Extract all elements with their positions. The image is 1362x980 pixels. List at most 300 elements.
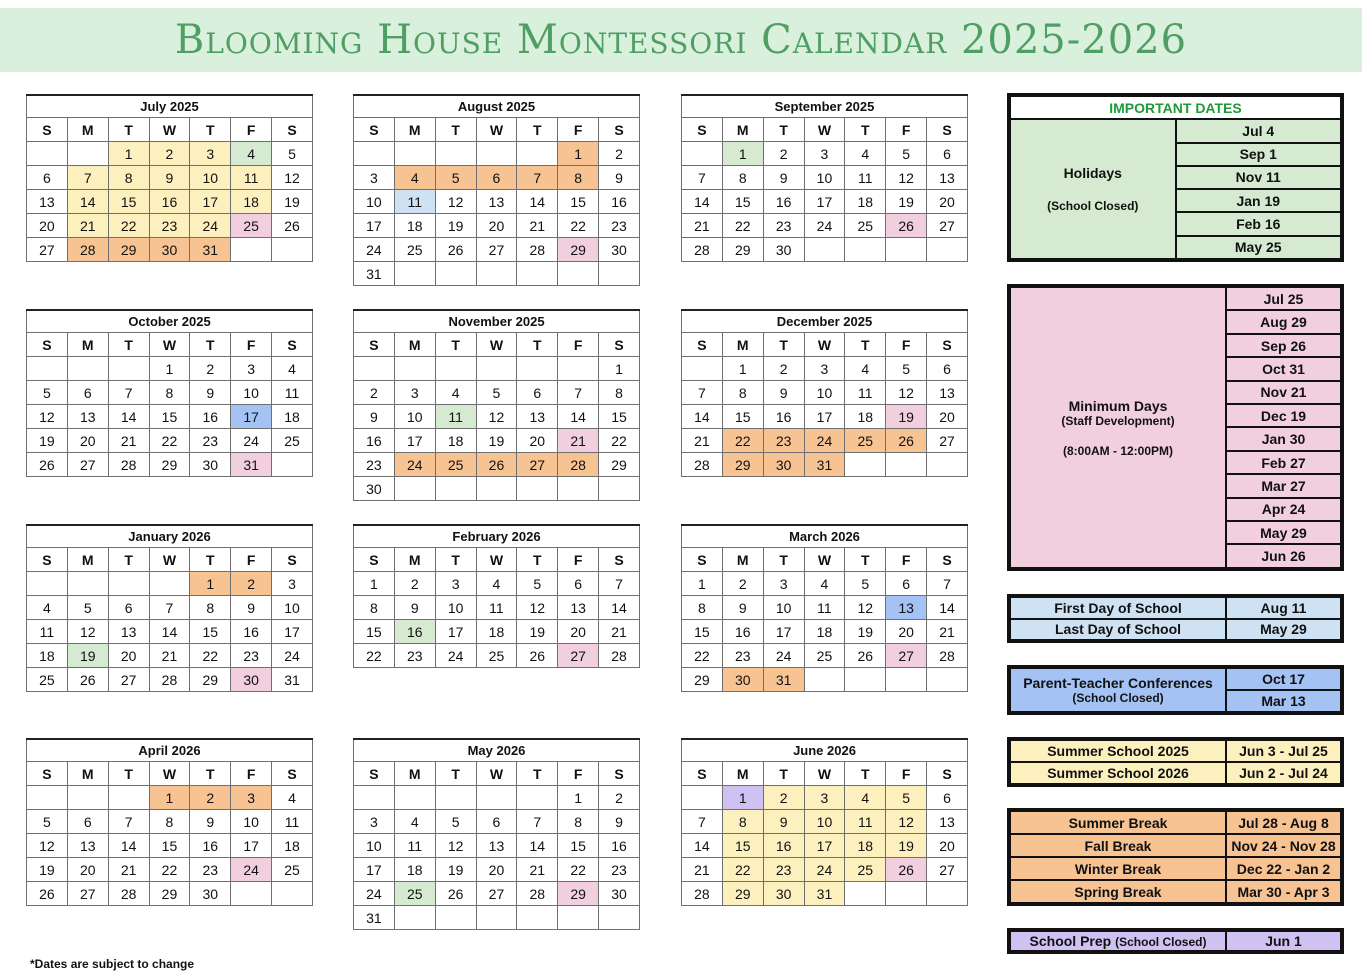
weekday-header: M bbox=[67, 548, 108, 572]
day-cell bbox=[845, 238, 886, 262]
weekday-header: F bbox=[558, 548, 599, 572]
day-cell: 24 bbox=[804, 858, 845, 882]
school-prep-block bbox=[1007, 928, 1344, 954]
day-cell bbox=[804, 668, 845, 692]
day-cell bbox=[476, 262, 517, 286]
day-cell: 3 bbox=[354, 810, 395, 834]
day-cell: 21 bbox=[108, 429, 149, 453]
last-day-label: Last Day of School bbox=[1010, 619, 1226, 641]
day-cell: 16 bbox=[722, 620, 763, 644]
day-cell bbox=[435, 906, 476, 930]
weekday-header: F bbox=[231, 762, 272, 786]
day-cell: 30 bbox=[190, 453, 231, 477]
minimum-day-date: Jul 25 bbox=[1226, 287, 1341, 310]
day-cell: 13 bbox=[886, 596, 927, 620]
day-cell: 14 bbox=[927, 596, 968, 620]
day-cell: 13 bbox=[517, 405, 558, 429]
day-cell: 18 bbox=[394, 858, 435, 882]
day-cell: 14 bbox=[67, 190, 108, 214]
break-label: Summer Break bbox=[1010, 811, 1226, 834]
day-cell: 24 bbox=[354, 238, 395, 262]
day-cell: 4 bbox=[231, 142, 272, 166]
day-cell: 8 bbox=[722, 810, 763, 834]
month-title: March 2026 bbox=[682, 525, 968, 548]
weekday-header: M bbox=[394, 118, 435, 142]
day-cell: 17 bbox=[804, 834, 845, 858]
day-cell: 7 bbox=[517, 166, 558, 190]
day-cell: 16 bbox=[599, 834, 640, 858]
weekday-header: T bbox=[190, 548, 231, 572]
day-cell bbox=[886, 668, 927, 692]
day-cell: 26 bbox=[476, 453, 517, 477]
day-cell: 13 bbox=[927, 810, 968, 834]
day-cell: 29 bbox=[190, 668, 231, 692]
day-cell: 8 bbox=[558, 166, 599, 190]
day-cell: 6 bbox=[927, 357, 968, 381]
day-cell: 26 bbox=[886, 429, 927, 453]
day-cell bbox=[67, 142, 108, 166]
day-cell: 9 bbox=[190, 810, 231, 834]
day-cell: 16 bbox=[763, 834, 804, 858]
day-cell: 17 bbox=[190, 190, 231, 214]
day-cell: 1 bbox=[682, 572, 723, 596]
day-cell: 2 bbox=[763, 142, 804, 166]
day-cell: 1 bbox=[190, 572, 231, 596]
weekday-header: S bbox=[27, 762, 68, 786]
day-cell: 17 bbox=[804, 405, 845, 429]
day-cell: 29 bbox=[599, 453, 640, 477]
day-cell bbox=[354, 357, 395, 381]
day-cell: 2 bbox=[190, 786, 231, 810]
day-cell bbox=[108, 572, 149, 596]
month-calendar bbox=[26, 94, 313, 262]
day-cell: 7 bbox=[149, 596, 190, 620]
minimum-days-block bbox=[1007, 284, 1344, 571]
day-cell: 5 bbox=[435, 810, 476, 834]
weekday-header: S bbox=[272, 118, 313, 142]
day-cell: 22 bbox=[599, 429, 640, 453]
day-cell: 23 bbox=[394, 644, 435, 668]
day-cell: 11 bbox=[394, 190, 435, 214]
break-date: Mar 30 - Apr 3 bbox=[1226, 880, 1341, 903]
day-cell: 5 bbox=[517, 572, 558, 596]
day-cell: 29 bbox=[149, 882, 190, 906]
weekday-header: T bbox=[435, 548, 476, 572]
day-cell: 7 bbox=[67, 166, 108, 190]
weekday-header: W bbox=[476, 333, 517, 357]
day-cell: 7 bbox=[108, 381, 149, 405]
minimum-day-date: Jun 26 bbox=[1226, 544, 1341, 568]
minimum-day-date: Oct 31 bbox=[1226, 357, 1341, 380]
day-cell: 20 bbox=[886, 620, 927, 644]
day-cell: 16 bbox=[354, 429, 395, 453]
conference-date: Mar 13 bbox=[1226, 690, 1341, 712]
day-cell: 12 bbox=[272, 166, 313, 190]
day-cell: 10 bbox=[394, 405, 435, 429]
day-cell: 18 bbox=[845, 190, 886, 214]
day-cell: 2 bbox=[763, 357, 804, 381]
month-calendar bbox=[353, 738, 640, 930]
day-cell: 6 bbox=[558, 572, 599, 596]
day-cell: 22 bbox=[190, 644, 231, 668]
day-cell: 19 bbox=[435, 858, 476, 882]
day-cell: 6 bbox=[886, 572, 927, 596]
weekday-header: W bbox=[476, 118, 517, 142]
weekday-header: W bbox=[804, 118, 845, 142]
day-cell: 19 bbox=[476, 429, 517, 453]
first-day-date: Aug 11 bbox=[1226, 597, 1341, 619]
day-cell: 30 bbox=[354, 477, 395, 501]
weekday-header: S bbox=[927, 118, 968, 142]
holidays-label: Holidays (School Closed) bbox=[1010, 119, 1176, 259]
day-cell: 26 bbox=[27, 453, 68, 477]
day-cell: 24 bbox=[190, 214, 231, 238]
weekday-header: F bbox=[886, 333, 927, 357]
day-cell: 26 bbox=[67, 668, 108, 692]
weekday-header: T bbox=[108, 118, 149, 142]
day-cell: 19 bbox=[27, 858, 68, 882]
day-cell: 22 bbox=[722, 858, 763, 882]
day-cell: 30 bbox=[599, 882, 640, 906]
day-cell bbox=[599, 262, 640, 286]
day-cell: 29 bbox=[108, 238, 149, 262]
month-title: May 2026 bbox=[354, 739, 640, 762]
day-cell: 5 bbox=[27, 381, 68, 405]
day-cell bbox=[394, 477, 435, 501]
day-cell: 9 bbox=[231, 596, 272, 620]
day-cell: 9 bbox=[763, 381, 804, 405]
day-cell: 2 bbox=[190, 357, 231, 381]
day-cell: 21 bbox=[558, 429, 599, 453]
day-cell: 8 bbox=[354, 596, 395, 620]
day-cell bbox=[435, 142, 476, 166]
day-cell: 27 bbox=[67, 453, 108, 477]
month-title: August 2025 bbox=[354, 95, 640, 118]
minimum-day-date: Nov 21 bbox=[1226, 381, 1341, 404]
weekday-header: W bbox=[149, 118, 190, 142]
weekday-header: W bbox=[476, 762, 517, 786]
day-cell: 27 bbox=[886, 644, 927, 668]
day-cell: 4 bbox=[394, 166, 435, 190]
day-cell bbox=[231, 238, 272, 262]
day-cell: 12 bbox=[476, 405, 517, 429]
day-cell: 23 bbox=[599, 214, 640, 238]
day-cell bbox=[27, 786, 68, 810]
day-cell: 31 bbox=[231, 453, 272, 477]
day-cell: 17 bbox=[231, 405, 272, 429]
day-cell: 3 bbox=[763, 572, 804, 596]
day-cell: 11 bbox=[394, 834, 435, 858]
day-cell: 23 bbox=[190, 429, 231, 453]
day-cell: 3 bbox=[804, 786, 845, 810]
summer-school-block bbox=[1007, 737, 1344, 787]
minimum-day-date: Sep 26 bbox=[1226, 334, 1341, 357]
day-cell: 14 bbox=[108, 834, 149, 858]
day-cell: 19 bbox=[272, 190, 313, 214]
weekday-header: F bbox=[558, 118, 599, 142]
day-cell: 22 bbox=[149, 429, 190, 453]
weekday-header: S bbox=[599, 333, 640, 357]
day-cell: 15 bbox=[558, 834, 599, 858]
day-cell: 27 bbox=[476, 882, 517, 906]
school-days-block bbox=[1007, 594, 1344, 643]
day-cell: 6 bbox=[108, 596, 149, 620]
day-cell: 10 bbox=[804, 166, 845, 190]
summer-school-date: Jun 2 - Jul 24 bbox=[1226, 762, 1341, 784]
weekday-header: W bbox=[804, 762, 845, 786]
day-cell: 30 bbox=[599, 238, 640, 262]
day-cell: 27 bbox=[517, 453, 558, 477]
day-cell: 10 bbox=[435, 596, 476, 620]
month-title: November 2025 bbox=[354, 310, 640, 333]
day-cell: 10 bbox=[231, 381, 272, 405]
day-cell: 6 bbox=[67, 381, 108, 405]
day-cell: 7 bbox=[927, 572, 968, 596]
day-cell: 22 bbox=[558, 214, 599, 238]
day-cell: 12 bbox=[845, 596, 886, 620]
weekday-header: W bbox=[149, 333, 190, 357]
weekday-header: S bbox=[599, 118, 640, 142]
day-cell: 22 bbox=[722, 214, 763, 238]
day-cell: 15 bbox=[149, 834, 190, 858]
day-cell bbox=[886, 882, 927, 906]
summer-school-date: Jun 3 - Jul 25 bbox=[1226, 740, 1341, 762]
weekday-header: T bbox=[763, 548, 804, 572]
day-cell: 31 bbox=[354, 262, 395, 286]
day-cell: 9 bbox=[394, 596, 435, 620]
day-cell bbox=[272, 453, 313, 477]
day-cell: 23 bbox=[149, 214, 190, 238]
weekday-header: T bbox=[108, 333, 149, 357]
day-cell: 9 bbox=[354, 405, 395, 429]
day-cell: 20 bbox=[67, 858, 108, 882]
day-cell: 8 bbox=[558, 810, 599, 834]
day-cell: 1 bbox=[558, 142, 599, 166]
month-title: February 2026 bbox=[354, 525, 640, 548]
day-cell: 21 bbox=[149, 644, 190, 668]
day-cell: 27 bbox=[927, 858, 968, 882]
day-cell: 16 bbox=[763, 190, 804, 214]
day-cell bbox=[558, 262, 599, 286]
day-cell: 8 bbox=[149, 810, 190, 834]
day-cell: 14 bbox=[599, 596, 640, 620]
weekday-header: F bbox=[231, 118, 272, 142]
day-cell bbox=[927, 882, 968, 906]
day-cell bbox=[558, 906, 599, 930]
day-cell: 22 bbox=[682, 644, 723, 668]
day-cell bbox=[394, 906, 435, 930]
day-cell: 10 bbox=[804, 381, 845, 405]
holidays-block bbox=[1007, 93, 1344, 262]
day-cell: 9 bbox=[763, 810, 804, 834]
day-cell: 25 bbox=[394, 238, 435, 262]
day-cell: 8 bbox=[190, 596, 231, 620]
day-cell bbox=[682, 142, 723, 166]
weekday-header: T bbox=[108, 548, 149, 572]
day-cell: 4 bbox=[804, 572, 845, 596]
weekday-header: T bbox=[108, 762, 149, 786]
weekday-header: S bbox=[927, 333, 968, 357]
day-cell: 2 bbox=[722, 572, 763, 596]
day-cell bbox=[558, 477, 599, 501]
day-cell: 16 bbox=[190, 405, 231, 429]
day-cell: 11 bbox=[804, 596, 845, 620]
day-cell: 13 bbox=[927, 166, 968, 190]
day-cell: 20 bbox=[27, 214, 68, 238]
day-cell: 11 bbox=[27, 620, 68, 644]
minimum-day-date: Dec 19 bbox=[1226, 404, 1341, 427]
weekday-header: S bbox=[27, 118, 68, 142]
day-cell: 17 bbox=[435, 620, 476, 644]
day-cell bbox=[517, 786, 558, 810]
day-cell: 25 bbox=[272, 429, 313, 453]
day-cell: 18 bbox=[435, 429, 476, 453]
day-cell: 6 bbox=[927, 786, 968, 810]
day-cell: 2 bbox=[354, 381, 395, 405]
day-cell: 25 bbox=[435, 453, 476, 477]
weekday-header: T bbox=[435, 762, 476, 786]
holiday-date: May 25 bbox=[1176, 236, 1342, 259]
weekday-header: S bbox=[272, 548, 313, 572]
day-cell: 1 bbox=[149, 357, 190, 381]
weekday-header: S bbox=[272, 762, 313, 786]
day-cell: 1 bbox=[354, 572, 395, 596]
day-cell: 30 bbox=[722, 668, 763, 692]
day-cell: 8 bbox=[722, 381, 763, 405]
day-cell: 13 bbox=[108, 620, 149, 644]
day-cell: 19 bbox=[27, 429, 68, 453]
day-cell: 10 bbox=[190, 166, 231, 190]
day-cell: 8 bbox=[599, 381, 640, 405]
day-cell: 14 bbox=[108, 405, 149, 429]
day-cell: 30 bbox=[763, 882, 804, 906]
day-cell: 27 bbox=[27, 238, 68, 262]
weekday-header: S bbox=[599, 762, 640, 786]
day-cell: 25 bbox=[272, 858, 313, 882]
day-cell: 18 bbox=[845, 834, 886, 858]
day-cell: 18 bbox=[394, 214, 435, 238]
day-cell: 18 bbox=[272, 405, 313, 429]
day-cell: 5 bbox=[435, 166, 476, 190]
day-cell: 15 bbox=[108, 190, 149, 214]
day-cell: 27 bbox=[927, 214, 968, 238]
weekday-header: W bbox=[149, 762, 190, 786]
day-cell: 26 bbox=[435, 238, 476, 262]
day-cell bbox=[558, 357, 599, 381]
weekday-header: T bbox=[763, 333, 804, 357]
day-cell: 3 bbox=[190, 142, 231, 166]
holiday-date: Jul 4 bbox=[1176, 119, 1342, 142]
day-cell: 17 bbox=[763, 620, 804, 644]
day-cell: 31 bbox=[763, 668, 804, 692]
day-cell: 25 bbox=[804, 644, 845, 668]
day-cell: 31 bbox=[272, 668, 313, 692]
weekday-header: S bbox=[682, 548, 723, 572]
weekday-header: F bbox=[231, 333, 272, 357]
day-cell: 11 bbox=[476, 596, 517, 620]
day-cell: 4 bbox=[435, 381, 476, 405]
day-cell: 2 bbox=[599, 786, 640, 810]
day-cell: 20 bbox=[927, 834, 968, 858]
weekday-header: T bbox=[190, 762, 231, 786]
day-cell bbox=[845, 668, 886, 692]
day-cell: 31 bbox=[804, 453, 845, 477]
minimum-day-date: Jan 30 bbox=[1226, 427, 1341, 450]
day-cell: 20 bbox=[476, 858, 517, 882]
day-cell: 5 bbox=[886, 357, 927, 381]
weekday-header: S bbox=[682, 333, 723, 357]
day-cell: 28 bbox=[682, 453, 723, 477]
day-cell: 17 bbox=[354, 858, 395, 882]
day-cell: 15 bbox=[149, 405, 190, 429]
day-cell: 4 bbox=[845, 786, 886, 810]
day-cell: 17 bbox=[231, 834, 272, 858]
conferences-block bbox=[1007, 665, 1344, 715]
day-cell: 31 bbox=[354, 906, 395, 930]
day-cell: 11 bbox=[845, 166, 886, 190]
day-cell: 11 bbox=[435, 405, 476, 429]
day-cell: 21 bbox=[517, 214, 558, 238]
day-cell: 12 bbox=[67, 620, 108, 644]
month-calendar bbox=[681, 94, 968, 262]
day-cell bbox=[27, 357, 68, 381]
day-cell: 3 bbox=[435, 572, 476, 596]
day-cell: 12 bbox=[886, 810, 927, 834]
day-cell: 1 bbox=[599, 357, 640, 381]
day-cell: 22 bbox=[354, 644, 395, 668]
day-cell: 13 bbox=[27, 190, 68, 214]
day-cell: 29 bbox=[558, 882, 599, 906]
day-cell: 3 bbox=[231, 357, 272, 381]
month-calendar bbox=[26, 309, 313, 477]
minimum-days-label: Minimum Days (Staff Development) (8:00AM - 12:00PM) bbox=[1010, 287, 1226, 568]
day-cell: 27 bbox=[108, 668, 149, 692]
day-cell: 3 bbox=[354, 166, 395, 190]
day-cell: 27 bbox=[558, 644, 599, 668]
day-cell: 4 bbox=[394, 810, 435, 834]
day-cell: 31 bbox=[804, 882, 845, 906]
day-cell: 8 bbox=[722, 166, 763, 190]
day-cell: 9 bbox=[149, 166, 190, 190]
day-cell: 23 bbox=[722, 644, 763, 668]
day-cell: 28 bbox=[517, 238, 558, 262]
day-cell: 24 bbox=[394, 453, 435, 477]
day-cell bbox=[517, 262, 558, 286]
day-cell: 7 bbox=[682, 166, 723, 190]
day-cell: 22 bbox=[108, 214, 149, 238]
summer-school-label: Summer School 2025 bbox=[1010, 740, 1226, 762]
footnote: *Dates are subject to change bbox=[30, 957, 195, 971]
month-title: July 2025 bbox=[27, 95, 313, 118]
day-cell: 16 bbox=[231, 620, 272, 644]
day-cell: 12 bbox=[435, 834, 476, 858]
summer-school-label: Summer School 2026 bbox=[1010, 762, 1226, 784]
weekday-header: M bbox=[722, 118, 763, 142]
day-cell: 15 bbox=[722, 190, 763, 214]
day-cell: 17 bbox=[394, 429, 435, 453]
day-cell: 23 bbox=[190, 858, 231, 882]
weekday-header: M bbox=[722, 762, 763, 786]
weekday-header: S bbox=[27, 548, 68, 572]
weekday-header: W bbox=[476, 548, 517, 572]
weekday-header: T bbox=[435, 333, 476, 357]
day-cell: 13 bbox=[927, 381, 968, 405]
month-calendar bbox=[26, 524, 313, 692]
day-cell: 7 bbox=[682, 381, 723, 405]
day-cell: 9 bbox=[190, 381, 231, 405]
break-label: Spring Break bbox=[1010, 880, 1226, 903]
day-cell: 28 bbox=[927, 644, 968, 668]
